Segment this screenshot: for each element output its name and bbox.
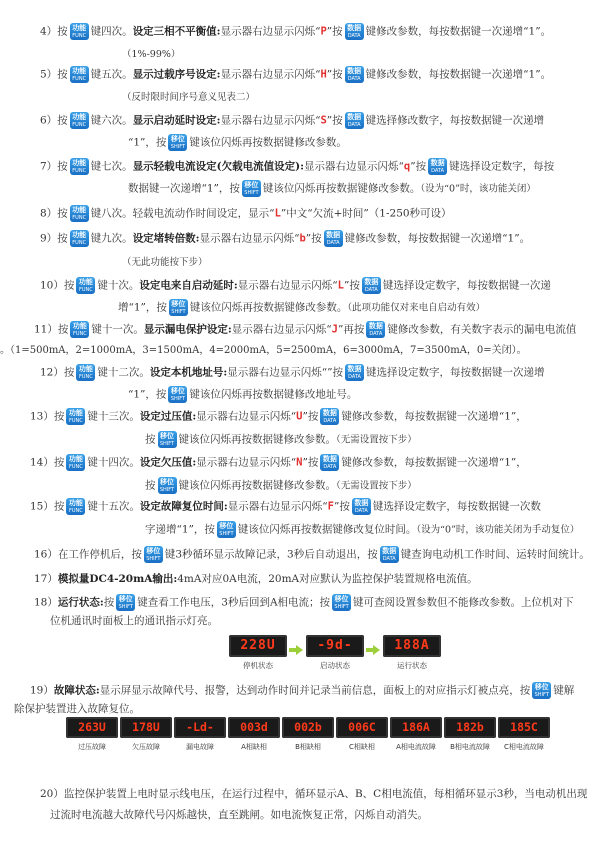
flash-code: N — [296, 456, 303, 469]
fault-caption: C相缺相 — [349, 743, 375, 751]
state-caption: 启动状态 — [320, 661, 350, 670]
flash-code: S — [320, 114, 327, 127]
func-key-icon: 功能 FUNC — [76, 364, 95, 381]
data-key-icon: 数据 DATA — [428, 158, 447, 175]
func-key-icon: 功能 FUNC — [66, 498, 85, 515]
shift-key-icon: 移位 SHIFT — [169, 299, 188, 316]
shift-key-icon: 移位 SHIFT — [158, 477, 177, 494]
func-key-icon: 功能 FUNC — [66, 408, 85, 425]
fault-phase-b-loss — [282, 717, 334, 752]
state-stopped — [228, 635, 288, 671]
data-key-icon: 数据 DATA — [380, 546, 399, 563]
shift-key-icon: 移位 SHIFT — [144, 546, 163, 563]
state-display-row — [0, 635, 600, 677]
led-display: 186A — [390, 717, 442, 738]
manual-page: 4）按 功能 FUNC 键四次。设定三相不平衡值:显示器右边显示闪烁“P”按 数据 DATA 键修改参数，每按数据键一次递增“1”。 （1%-99%） 5）按 功能 FUNC 键五次。显示过载序号设定:显示器右边显示闪烁“H”按 数据 DATA 键修改参数，每按数据键一次递增“1”。 （反时限时间序号意义见表二） 6）按 功能 FUNC 键六次。显示启动延时设定:显示器右边显示闪烁“S”按 数据 DATA 键选择修改数字，每按数据键一次递增 “1”，按 移位 SHIFT 键该位闪烁再按数据键修改参数。 7）按 功能 FUNC 键七次。显示轻载电流设定(欠载电流值设定):显示器右边显示闪烁“q”按 数据 DATA 键选择设定数字，每按 数据键一次递增“1”，按 移位 SHIFT 键该位闪烁再按数据键修改参数。（设为“0”时，该功能关闭） 8）按 功能 FUNC 键八次。轻载电流动作时间设定，显示“L”中文“欠流+时间”（1-250秒可设） 9）按 功能 FUNC 键九次。设定堵转倍数:显示器右边显示闪烁“b”按 数据 DATA 键修改参数，每按数据键一次递增“1”。 （无此功能按下步） 10）按 功能 FUNC 键十次。设定电来自启动延时:显示器右边显示闪烁“L”按 数据 DATA 键选择设定数字，每按数据键一次递 增“1”，按 移位 SHIFT 键该位闪烁再按数据键修改参数。（此项功能仅对来电自启动有效） 11）按 功能 FUNC 键十一次。显示漏电保护设定:显示器右边显示闪烁“J”再按 数据 DATA 键修改参数，有关数字表示的漏电电流值 。（1=500mA，2=1000mA，3=1500mA，4=2000mA，5=2500mA，6=3000mA，7=3500mA，0=关闭）。 12）按 功能 FUNC 键十二次。设定本机地址号:显示器右边显示闪烁“”按 数据 DATA 键选择设定数字，每按数据键一次递增 “1”，按 移位 SHIFT 键该位闪烁再按数据键修改地址号。 13）按 功能 FUNC 键十三次。设定过压值:显示器右边显示闪烁“U”按 数据 DATA 键修改参数，每按数据键一次递增“1”， 按 移位 SHIFT 键该位闪烁再按数据键修改参数。（无需设置按下步） 14）按 功能 FUNC 键十四次。设定欠压值:显示器右边显示闪烁“N”按 数据 DATA 键修改参数，每按数据键一次递增“1”， 按 移位 SHIFT 键该位闪烁再按数据键修改参数。（无需设置按下步） 15）按 功能 FUNC 键十五次。设定故障复位时间:显示器右边显示闪烁“F”按 数据 DATA 键选择设定数字，每按数据键一次数 字递增“1”，按 移位 SHIFT 键该位闪烁再按数据键修改复位时间。（设为“0”时，该功能关闭为手动复位） 16）在工作停机后，按 移位 SHIFT 键3秒循环显示故障记录，3秒后自动退出，按 数据 DATA 键查询电动机工作时间、运转时间统计。 17）模拟量DC4-20mA输出:4mA对应0A电流，20mA对应默认为监控保护装置规格电流值。 18）运行状态:按 移位 SHIFT 键查看工作电压，3秒后回到A相电流；按 移位 SHIFT 键可查阅设置参数但不能修改参数。上位机对下 位机通讯时面板上的通讯指示灯亮。 228U 停机状态 -9d- 启动状态 188A 运行状态 19）故障状态:显示屏显示故障代号、报警，达到动作时间并记录当前信息，面板上的对应指示灯被点亮，按 移位 SHIFT 键解 除保护装置进入故障复位。 263U 过压故障 178U 欠压故障 -Ld- 漏电故障 003d A相缺相 002b B相缺相 006C C相缺相 186A A相电流故障 182b B相电流故障 185C C相电流故障 20）监控保护装置上电时显示线电压，在运行过程中，循环显示A、B、C相电流值，每相循环显示3秒，当电动机出现 过流时电流越大故障代号闪烁越快，直至跳闸。如电流恢复正常，闪烁自动消失。 — [0, 0, 600, 847]
func-key-icon: 功能 FUNC — [70, 205, 89, 222]
state-running — [382, 635, 442, 671]
shift-key-icon: 移位 SHIFT — [168, 386, 187, 403]
data-key-icon: 数据 DATA — [345, 112, 364, 129]
shift-key-icon: 移位 SHIFT — [332, 594, 351, 611]
flash-code: L — [337, 279, 344, 292]
data-key-icon: 数据 DATA — [345, 364, 364, 381]
flash-code: H — [320, 68, 327, 81]
fault-phase-b-current — [444, 717, 496, 752]
fault-caption: B相缺相 — [295, 743, 321, 751]
flash-code: P — [320, 25, 327, 38]
led-display: 182b — [444, 717, 496, 738]
fault-caption: A相电流故障 — [396, 743, 436, 751]
led-display: 185C — [498, 717, 550, 738]
func-key-icon: 功能 FUNC — [70, 230, 89, 247]
fault-caption: C相电流故障 — [504, 743, 544, 751]
flash-code: U — [296, 410, 303, 423]
led-display: 006C — [336, 717, 388, 738]
shift-key-icon: 移位 SHIFT — [168, 134, 187, 151]
data-key-icon: 数据 DATA — [362, 277, 381, 294]
data-key-icon: 数据 DATA — [345, 66, 364, 83]
shift-key-icon: 移位 SHIFT — [158, 431, 177, 448]
func-key-icon: 功能 FUNC — [76, 277, 95, 294]
led-display: 228U — [229, 635, 287, 657]
func-key-icon: 功能 FUNC — [70, 158, 89, 175]
flash-code: b — [299, 232, 306, 245]
fault-leakage — [174, 717, 226, 752]
fault-phase-a-loss — [228, 717, 280, 752]
led-display: 188A — [383, 635, 441, 657]
data-key-icon: 数据 DATA — [366, 321, 385, 338]
data-key-icon: 数据 DATA — [345, 23, 364, 40]
func-key-icon: 功能 FUNC — [66, 454, 85, 471]
item-number: 4）按 — [40, 25, 68, 38]
func-key-icon: 功能 FUNC — [70, 23, 89, 40]
fault-caption: 漏电故障 — [186, 743, 214, 751]
data-key-icon: 数据 DATA — [352, 498, 371, 515]
shift-key-icon: 移位 SHIFT — [116, 594, 135, 611]
fault-display-row — [0, 717, 600, 757]
led-display: 002b — [282, 717, 334, 738]
arrow-right-icon — [296, 645, 303, 655]
arrow-right-icon — [373, 645, 380, 655]
flash-code: q — [403, 160, 411, 173]
fault-caption: B相电流故障 — [450, 743, 490, 751]
item-title: 设定三相不平衡值: — [132, 25, 221, 38]
flash-code: F — [327, 500, 334, 513]
range-note: （1%-99%） — [122, 49, 181, 60]
shift-key-icon: 移位 SHIFT — [532, 682, 551, 699]
fault-caption: 过压故障 — [78, 743, 106, 751]
shift-key-icon: 移位 SHIFT — [242, 180, 261, 197]
state-starting — [305, 635, 365, 671]
led-display: -9d- — [306, 635, 364, 657]
led-display: 263U — [66, 717, 118, 738]
flash-code: J — [331, 323, 338, 336]
led-display: 003d — [228, 717, 280, 738]
fault-phase-a-current — [390, 717, 442, 752]
fault-caption: A相缺相 — [241, 743, 267, 751]
fault-undervoltage — [120, 717, 172, 752]
shift-key-icon: 移位 SHIFT — [217, 521, 236, 538]
fault-phase-c-loss — [336, 717, 388, 752]
state-caption: 运行状态 — [397, 661, 427, 670]
led-display: -Ld- — [174, 717, 226, 738]
fault-overvoltage — [66, 717, 118, 752]
func-key-icon: 功能 FUNC — [70, 66, 89, 83]
fault-phase-c-current — [498, 717, 550, 752]
data-key-icon: 数据 DATA — [320, 408, 339, 425]
flash-code: L — [274, 207, 281, 220]
led-display: 178U — [120, 717, 172, 738]
data-key-icon: 数据 DATA — [324, 230, 343, 247]
data-key-icon: 数据 DATA — [320, 454, 339, 471]
fault-caption: 欠压故障 — [132, 743, 160, 751]
func-key-icon: 功能 FUNC — [70, 112, 89, 129]
func-key-icon: 功能 FUNC — [70, 321, 89, 338]
state-caption: 停机状态 — [243, 661, 273, 670]
